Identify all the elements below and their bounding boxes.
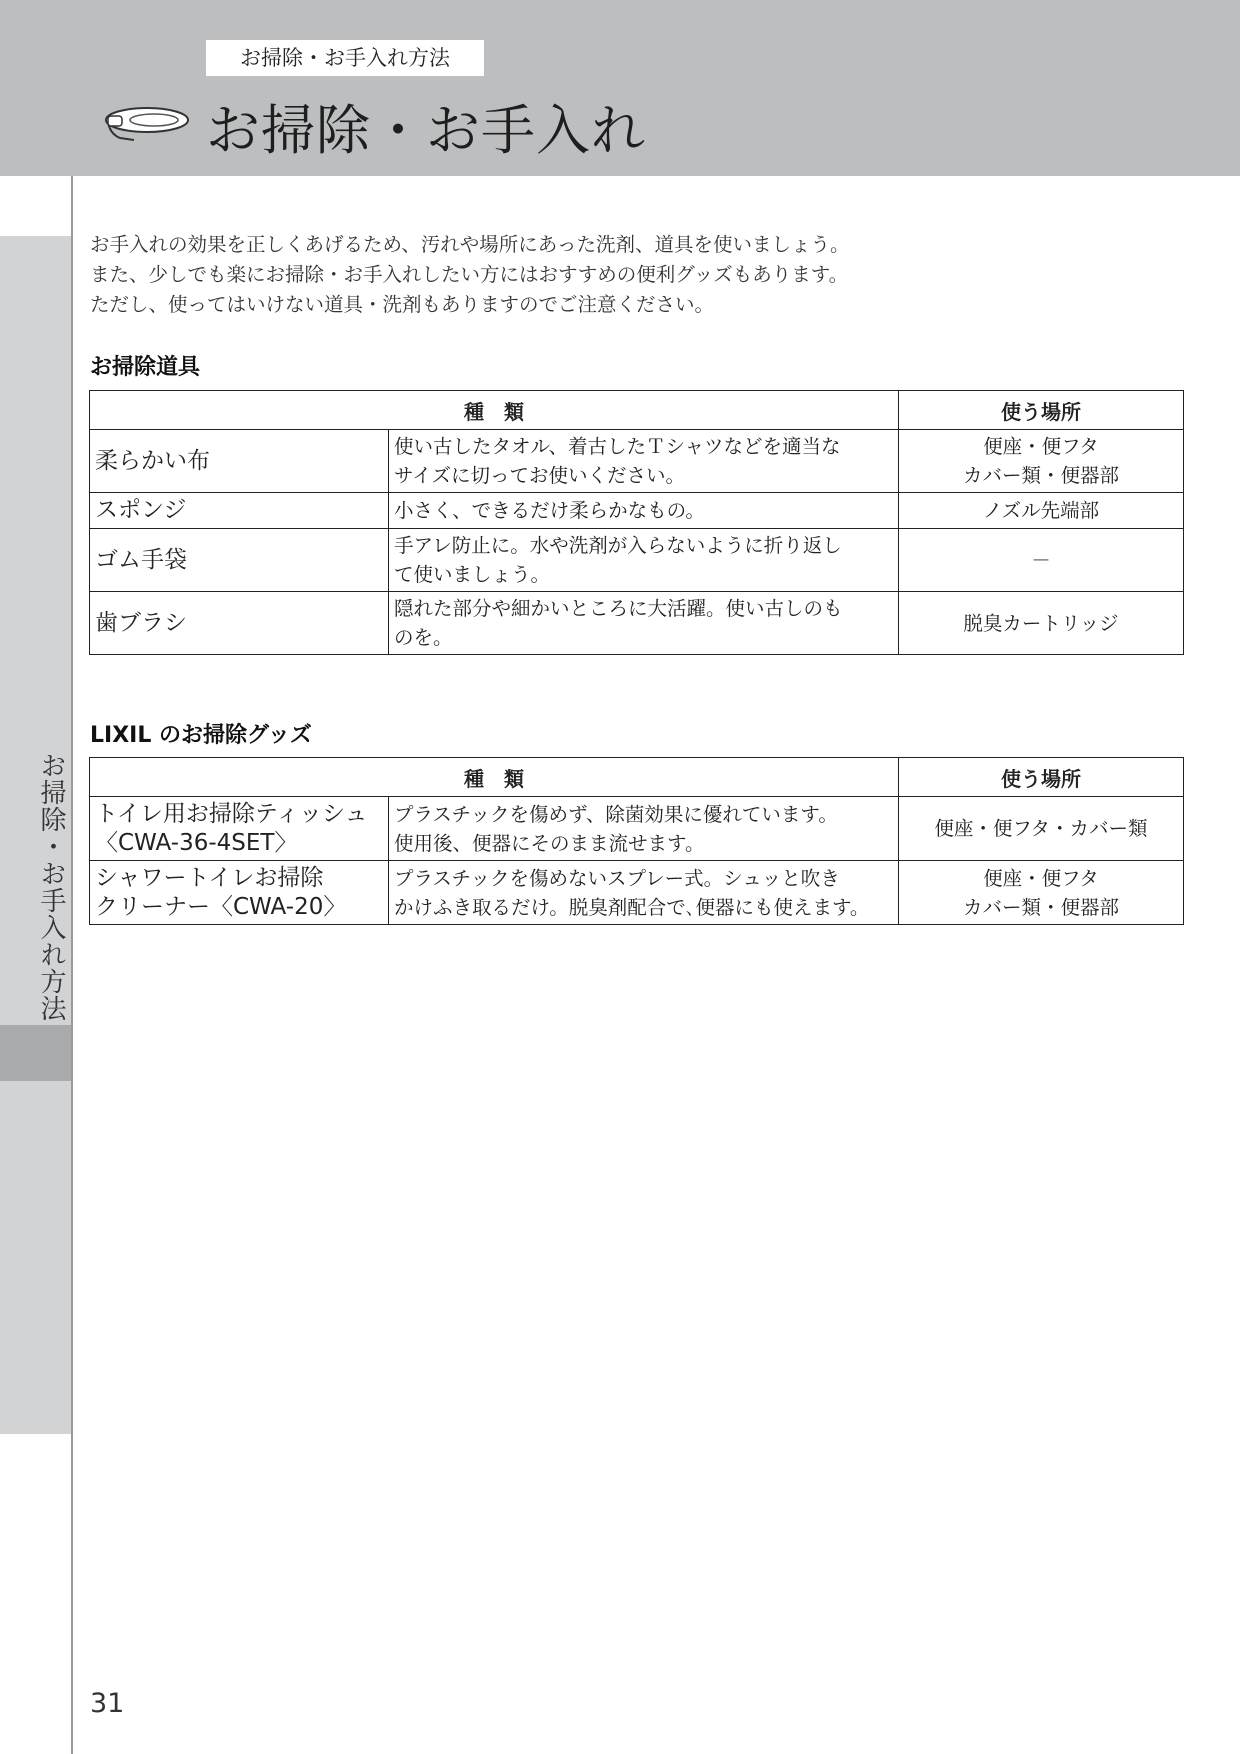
- place-line: ノズル先端部: [982, 499, 1100, 522]
- tool-desc: [389, 529, 899, 592]
- side-divider: [71, 176, 73, 1754]
- place-line: 便座・便フタ・カバー類: [934, 817, 1148, 840]
- tool-place: [899, 430, 1184, 493]
- goods-name: [90, 797, 389, 861]
- place-line: 便座・便フタ: [983, 866, 1099, 890]
- place-line: 脱臭カートリッジ: [963, 611, 1119, 635]
- intro-line: ただし、使ってはいけない道具・洗剤もありますのでご注意ください。: [90, 293, 715, 316]
- table-row: [90, 529, 1184, 592]
- goods-table: [89, 757, 1184, 925]
- table-row: [90, 493, 1184, 529]
- intro-text: [90, 230, 1170, 320]
- goods-desc: [389, 797, 899, 861]
- goods-section-title: LIXIL のお掃除グッズ: [90, 723, 312, 748]
- desc-line: 小さく、できるだけ柔らかなもの。: [394, 499, 705, 522]
- tool-name: 歯ブラシ: [90, 592, 389, 655]
- header-type: 種 類: [90, 758, 899, 797]
- goods-name: [90, 861, 389, 925]
- table-row: [90, 861, 1184, 925]
- tool-place: [899, 493, 1184, 529]
- desc-line: 手アレ防止に。水や洗剤が入らないように折り返し: [394, 534, 842, 557]
- desc-line: 隠れた部分や細かいところに大活躍。使い古しのも: [394, 597, 843, 620]
- table-row: [90, 797, 1184, 861]
- desc-line: 使い古したタオル、着古したＴシャツなどを適当な: [394, 435, 841, 458]
- page-title: お掃除・お手入れ: [206, 99, 646, 162]
- table-row: [90, 592, 1184, 655]
- place-line: 便座・便フタ: [983, 435, 1099, 458]
- tool-desc: [389, 592, 899, 655]
- desc-line: プラスチックを傷めず、除菌効果に優れています。: [394, 802, 838, 826]
- header-place: 使う場所: [899, 758, 1184, 797]
- header-type: 種 類: [90, 391, 899, 430]
- desc-line: サイズに切ってお使いください。: [394, 464, 685, 487]
- table-row: [90, 430, 1184, 493]
- side-tab-marker: [0, 1025, 71, 1081]
- tool-place: [899, 592, 1184, 655]
- name-line: シャワートイレお掃除: [95, 864, 324, 891]
- tool-place: [899, 529, 1184, 592]
- tools-section-title: お掃除道具: [90, 355, 201, 380]
- table-header-row: [90, 758, 1184, 797]
- desc-line: 使用後、便器にそのまま流せます。: [394, 831, 705, 855]
- desc-line: のを。: [394, 626, 453, 649]
- place-line: －: [1031, 548, 1051, 572]
- intro-line: また、少しでも楽にお掃除・お手入れしたい方にはおすすめの便利グッズもあります。: [90, 263, 849, 286]
- place-line: カバー類・便器部: [962, 464, 1119, 487]
- header-place: 使う場所: [899, 391, 1184, 430]
- goods-place: [899, 797, 1184, 861]
- goods-desc: [389, 861, 899, 925]
- desc-line: プラスチックを傷めないスプレー式。シュッと吹き: [394, 866, 840, 890]
- page-number: 31: [90, 1688, 125, 1719]
- breadcrumb: お掃除・お手入れ方法: [206, 40, 484, 76]
- goods-place: [899, 861, 1184, 925]
- desc-line: かけふき取るだけ。脱臭剤配合で､便器にも使えます。: [394, 895, 870, 919]
- name-line: 〈CWA-36-4SET〉: [95, 829, 298, 856]
- side-tab-label: お掃除・お手入れ方法: [36, 752, 66, 1022]
- table-header-row: [90, 391, 1184, 430]
- tool-name: ゴム手袋: [90, 529, 389, 592]
- toilet-seat-icon: [104, 104, 190, 144]
- tool-desc: [389, 430, 899, 493]
- place-line: カバー類・便器部: [962, 895, 1119, 919]
- tool-name: 柔らかい布: [90, 430, 389, 493]
- tools-table: [89, 390, 1184, 655]
- desc-line: て使いましょう。: [394, 563, 551, 586]
- name-line: トイレ用お掃除ティッシュ: [95, 800, 368, 827]
- tool-name: スポンジ: [90, 493, 389, 529]
- tool-desc: [389, 493, 899, 529]
- name-line: クリーナー〈CWA-20〉: [95, 893, 347, 920]
- intro-line: お手入れの効果を正しくあげるため、汚れや場所にあった洗剤、道具を使いましょう。: [90, 233, 850, 256]
